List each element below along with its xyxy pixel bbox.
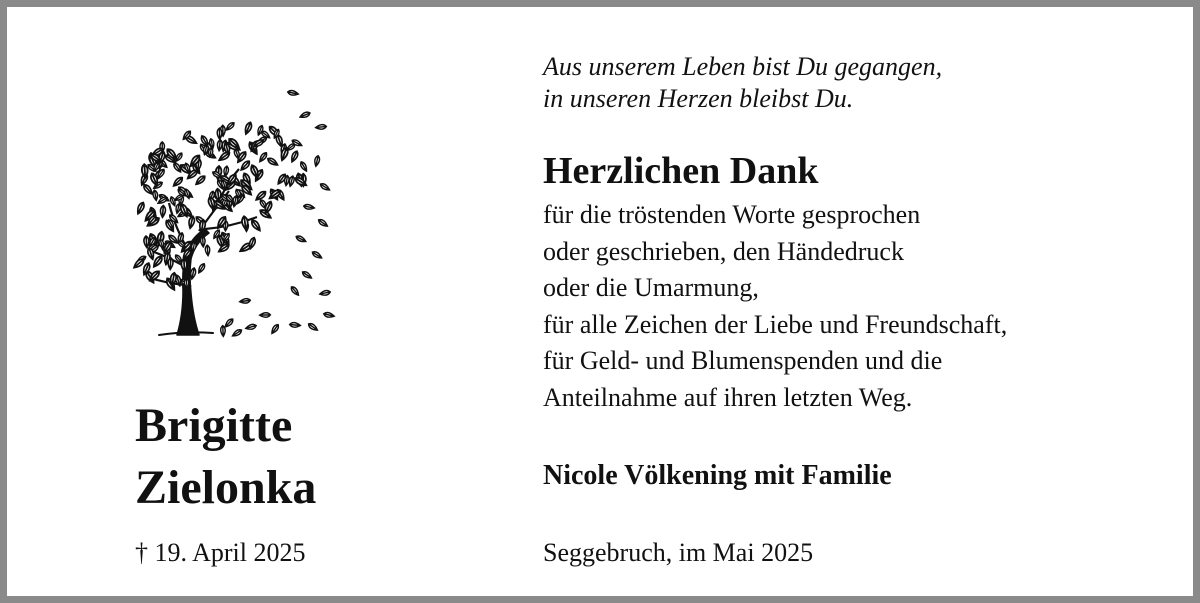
motto-line: Aus unserem Leben bist Du gegangen, [543, 52, 943, 81]
leaf [303, 204, 314, 210]
leaf [157, 196, 169, 206]
leaf [319, 290, 330, 297]
leaf [225, 121, 236, 131]
leaf [205, 245, 210, 256]
leaf [224, 318, 235, 329]
leaf [301, 270, 312, 280]
leaf [258, 151, 268, 163]
leaf [172, 176, 184, 188]
leaf [311, 250, 323, 260]
leaf [289, 322, 300, 327]
motto-verse [543, 51, 942, 115]
body-line: Anteilnahme auf ihren letzten Weg. [543, 382, 913, 412]
signature: Nicole Völkening mit Familie [543, 460, 892, 491]
wind-blown-tree-icon [125, 79, 345, 341]
leaf [231, 328, 243, 338]
leaf [290, 150, 300, 163]
leaf [307, 322, 318, 332]
deceased-last-name: Zielonka [135, 461, 317, 514]
leaf [319, 182, 331, 192]
leaf [245, 323, 257, 330]
leaf [266, 157, 278, 167]
thanks-heading: Herzlichen Dank [543, 150, 819, 192]
leaf [152, 190, 158, 201]
leaf [243, 121, 253, 135]
leaf [188, 216, 196, 229]
leaf [218, 151, 231, 163]
leaf [317, 218, 328, 228]
leaf [217, 128, 222, 139]
leaf [299, 111, 311, 119]
place-date: Seggebruch, im Mai 2025 [543, 538, 814, 567]
leaf [197, 263, 206, 274]
deceased-name [135, 395, 316, 519]
leaf [160, 205, 166, 217]
motto-line: in unseren Herzen bleibst Du. [543, 84, 854, 113]
thanks-body [543, 197, 1007, 416]
body-line: für Geld- und Blumenspenden und die [543, 346, 943, 375]
leaf [260, 313, 271, 318]
leaf [287, 90, 298, 96]
leaf [200, 236, 205, 247]
leaf [144, 236, 150, 248]
body-line: oder geschrieben, den Händedruck [543, 236, 904, 266]
leaf [194, 174, 206, 186]
leaf [223, 166, 229, 177]
leaf [181, 259, 187, 272]
death-date: † 19. April 2025 [135, 538, 306, 567]
leaf [323, 312, 335, 319]
leaf [220, 325, 225, 336]
leaf [142, 183, 154, 195]
leaf [136, 201, 146, 215]
body-line: für die tröstenden Worte gesprochen [543, 200, 921, 229]
leaf [250, 219, 262, 233]
body-line: oder die Umarmung, [543, 273, 759, 302]
body-line: für alle Zeichen der Liebe und Freundschaft, [543, 309, 1008, 339]
deceased-first-name: Brigitte [135, 399, 293, 452]
leaf [290, 285, 300, 296]
leaf [239, 298, 250, 304]
leaf [270, 323, 280, 334]
leaf [299, 161, 308, 172]
leaf [315, 124, 326, 130]
leaf [314, 155, 321, 166]
leaf [168, 258, 174, 270]
leaf [295, 235, 307, 244]
